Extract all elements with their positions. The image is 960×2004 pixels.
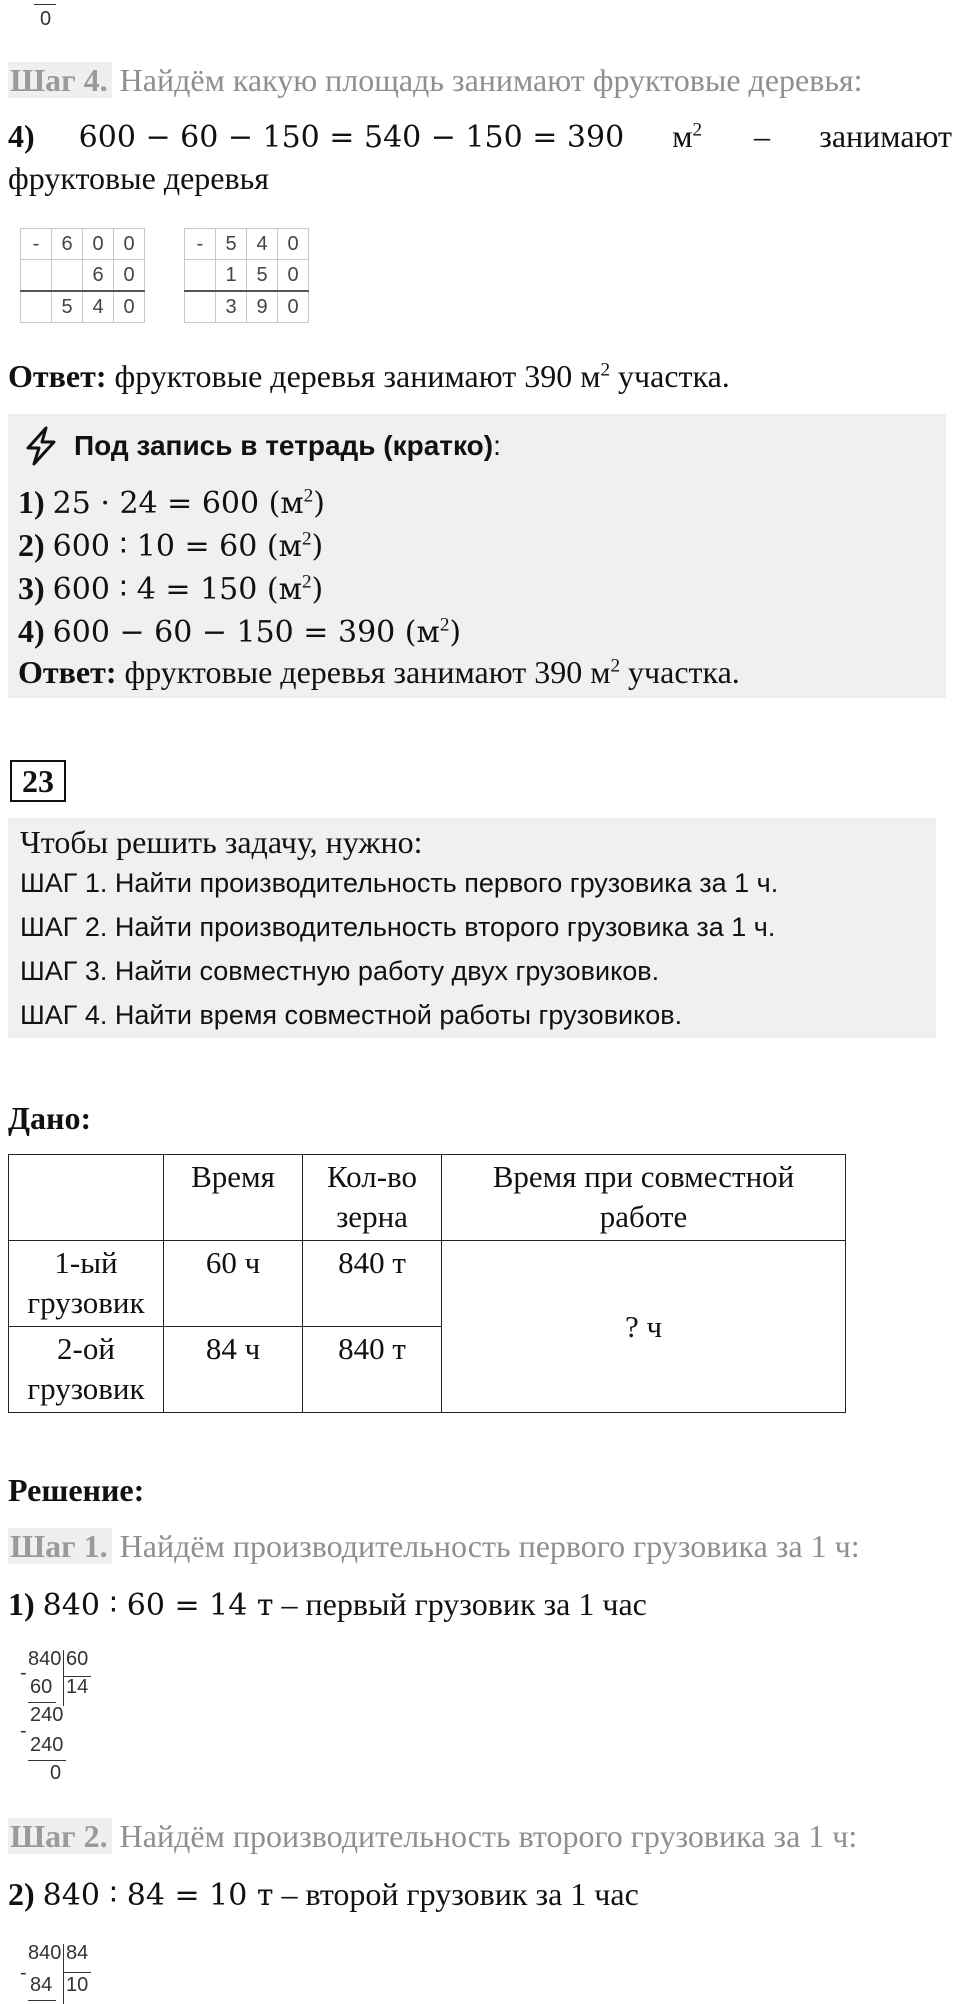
answer-tail: участка. xyxy=(610,358,730,394)
step2-expression: 840 ∶ 84 = 10 т xyxy=(42,1878,274,1913)
step4-heading xyxy=(8,60,863,100)
given-row-amount: 840 т xyxy=(303,1241,442,1327)
plan-box xyxy=(8,818,936,1038)
step2-number: 2) xyxy=(8,1876,35,1912)
subtraction-grid-2 xyxy=(184,228,309,323)
step1-expression: 840 ∶ 60 = 14 т xyxy=(42,1588,274,1623)
division-bar xyxy=(63,1650,64,1706)
notebook-answer xyxy=(18,652,740,692)
plan-step-text: Найти время совместной работы грузовиков. xyxy=(114,1000,683,1030)
plan-step-text: Найти производительность второго грузовика за 1 ч. xyxy=(114,912,776,942)
grid-cell xyxy=(185,260,216,292)
division-subtrahend: 240 xyxy=(30,1734,64,1756)
division-minus: - xyxy=(20,1720,27,1742)
grid-cell: 3 xyxy=(216,291,247,323)
long-division-1 xyxy=(20,1648,100,1798)
step1-equation xyxy=(8,1584,647,1626)
grid-cell xyxy=(185,291,216,323)
given-header: Время при совместной работе xyxy=(442,1155,846,1241)
given-header xyxy=(9,1155,164,1241)
notebook-title xyxy=(74,428,501,464)
plan-step xyxy=(20,866,778,900)
division-minus: - xyxy=(20,1962,27,1984)
grid-cell: 0 xyxy=(278,260,309,292)
plan-step xyxy=(20,954,659,988)
notebook-item-expression: 25 · 24 = 600 (м xyxy=(52,486,304,521)
grid-cell: 5 xyxy=(247,260,278,292)
given-row-time: 84 ч xyxy=(164,1327,303,1413)
division-divisor: 84 xyxy=(66,1942,89,1964)
notebook-item xyxy=(18,611,461,653)
division-partial: 240 xyxy=(30,1704,64,1726)
notebook-answer-text: фруктовые деревья занимают 390 м xyxy=(124,654,611,690)
step4-line2: фруктовые деревья xyxy=(8,160,269,196)
notebook-item-number: 3) xyxy=(18,570,45,606)
step1-text: Найдём производительность первого грузовика за 1 ч: xyxy=(119,1528,860,1564)
given-table xyxy=(8,1154,846,1413)
grid-cell: 0 xyxy=(278,229,309,260)
notebook-item-sup: 2 xyxy=(301,528,312,550)
grid-cell: 0 xyxy=(278,291,309,323)
notebook-item xyxy=(18,482,325,524)
grid-cell: 4 xyxy=(247,229,278,260)
plan-intro: Чтобы решить задачу, нужно: xyxy=(20,824,423,860)
step1-label: Шаг 1. xyxy=(8,1528,112,1564)
grid-cell: 0 xyxy=(114,260,145,292)
notebook-title-text: Под запись в тетрадь (кратко) xyxy=(74,430,494,461)
step4-equation xyxy=(8,116,952,158)
notebook-item-sup: 2 xyxy=(439,614,450,636)
grid-cell: 4 xyxy=(83,291,114,323)
division-subtrahend: 60 xyxy=(30,1676,53,1698)
step4-expression: 600 − 60 − 150 = 540 − 150 = 390 xyxy=(78,120,625,155)
step2-tail: – второй грузовик за 1 час xyxy=(273,1876,639,1912)
division-line xyxy=(28,2000,56,2001)
given-row-amount: 840 т xyxy=(303,1327,442,1413)
division-bar xyxy=(63,1972,91,1973)
notebook-answer-tail: участка. xyxy=(620,654,740,690)
notebook-item-number: 4) xyxy=(18,613,45,649)
grid-cell: 0 xyxy=(114,229,145,260)
division-dividend: 840 xyxy=(28,1648,62,1670)
notebook-answer-sup: 2 xyxy=(610,655,621,677)
given-label: Дано: xyxy=(8,1100,92,1136)
given-joint-time: ? ч xyxy=(442,1241,846,1413)
grid-cell: 5 xyxy=(216,229,247,260)
notebook-item-expression: 600 ∶ 4 = 150 (м xyxy=(52,572,302,607)
notebook-item xyxy=(18,568,323,610)
notebook-box xyxy=(8,414,946,698)
step1-heading xyxy=(8,1526,860,1566)
notebook-item xyxy=(18,525,323,567)
step2-text: Найдём производительность второго грузовика за 1 ч: xyxy=(119,1818,858,1854)
notebook-title-colon: : xyxy=(493,430,501,461)
given-row-name: 2-ой грузовик xyxy=(9,1327,164,1413)
step4-label: Шаг 4. xyxy=(8,62,112,98)
grid-cell: 0 xyxy=(83,229,114,260)
grid-cell: - xyxy=(21,229,52,260)
notebook-item-expression: 600 ∶ 10 = 60 (м xyxy=(52,529,302,564)
notebook-item-number: 2) xyxy=(18,527,45,563)
given-header: Время xyxy=(164,1155,303,1241)
plan-step-label: ШАГ 2. xyxy=(20,912,108,942)
solution-label: Решение: xyxy=(8,1472,145,1508)
grid-cell: 6 xyxy=(83,260,114,292)
division-remainder: 0 xyxy=(40,8,52,30)
plan-step xyxy=(20,910,775,944)
step4-text: Найдём какую площадь занимают фруктовые деревья: xyxy=(119,62,863,98)
plan-step-text: Найти совместную работу двух грузовиков. xyxy=(114,956,660,986)
grid-cell: 1 xyxy=(216,260,247,292)
division-line xyxy=(28,1702,56,1703)
division-remainder: 0 xyxy=(50,1762,62,1784)
notebook-item-close: ) xyxy=(311,529,324,564)
grid-cell xyxy=(21,260,52,292)
step2-equation xyxy=(8,1874,639,1916)
plan-step xyxy=(20,998,682,1032)
grid-cell: - xyxy=(185,229,216,260)
grid-cell xyxy=(21,291,52,323)
notebook-item-sup: 2 xyxy=(303,485,314,507)
given-row-name: 1-ый грузовик xyxy=(9,1241,164,1327)
notebook-item-sup: 2 xyxy=(301,571,312,593)
division-bar xyxy=(63,1676,91,1677)
notebook-item-number: 1) xyxy=(18,484,45,520)
division-subtrahend: 84 xyxy=(30,1974,53,1996)
answer-label: Ответ: xyxy=(8,358,107,394)
grid-cell: 9 xyxy=(247,291,278,323)
division-divisor: 60 xyxy=(66,1648,89,1670)
notebook-item-close: ) xyxy=(313,486,325,521)
grid-cell xyxy=(52,260,83,292)
division-minus: - xyxy=(20,1662,27,1684)
plan-step-label: ШАГ 3. xyxy=(20,956,108,986)
plan-step-label: ШАГ 1. xyxy=(20,868,108,898)
given-row-time: 60 ч xyxy=(164,1241,303,1327)
long-division-2 xyxy=(20,1942,100,2004)
notebook-item-expression: 600 − 60 − 150 = 390 (м xyxy=(52,615,440,650)
step4-dash: – xyxy=(754,118,771,154)
step4-unit-sup: 2 xyxy=(692,119,703,141)
answer-line xyxy=(8,356,730,396)
division-quotient: 14 xyxy=(66,1676,89,1698)
subtraction-grid-1 xyxy=(20,228,145,323)
plan-step-label: ШАГ 4. xyxy=(20,1000,108,1030)
grid-cell: 6 xyxy=(52,229,83,260)
division-dividend: 840 xyxy=(28,1942,62,1964)
given-header: Кол-во зерна xyxy=(303,1155,442,1241)
notebook-item-close: ) xyxy=(449,615,462,650)
step1-number: 1) xyxy=(8,1586,35,1622)
answer-sup: 2 xyxy=(600,359,611,381)
step4-number: 4) xyxy=(8,118,35,154)
step2-heading xyxy=(8,1816,857,1856)
answer-text: фруктовые деревья занимают 390 м xyxy=(114,358,601,394)
task-number: 23 xyxy=(10,760,66,802)
step1-tail: – первый грузовик за 1 час xyxy=(273,1586,647,1622)
lightning-icon xyxy=(22,426,60,466)
step2-label: Шаг 2. xyxy=(8,1818,112,1854)
notebook-item-close: ) xyxy=(311,572,324,607)
division-bar xyxy=(63,1944,64,2004)
plan-step-text: Найти производительность первого грузовика за 1 ч. xyxy=(114,868,779,898)
division-line xyxy=(34,4,56,5)
division-line xyxy=(28,1760,66,1761)
grid-cell: 5 xyxy=(52,291,83,323)
division-quotient: 10 xyxy=(66,1974,89,1996)
notebook-answer-label: Ответ: xyxy=(18,654,117,690)
grid-cell: 0 xyxy=(114,291,145,323)
step4-unit: м xyxy=(672,118,693,154)
step4-tail: занимают xyxy=(819,118,952,154)
